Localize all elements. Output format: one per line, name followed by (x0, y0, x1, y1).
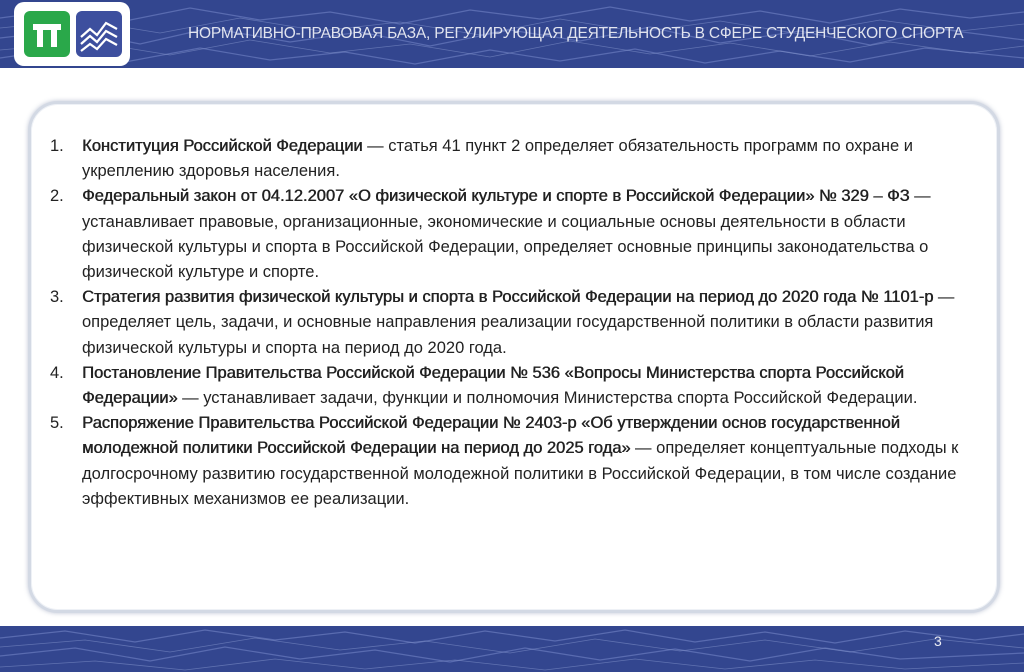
item-number: 2. (50, 187, 64, 206)
item-number: 4. (50, 363, 64, 382)
blue-growth-chart-logo-icon (76, 11, 122, 57)
list-item (50, 184, 960, 285)
list-item (50, 134, 960, 184)
document-title: Конституция Российской Федерации (82, 137, 363, 155)
document-description: —устанавливает правовые, организационные, экономические и социальные основы деятельности в области физической культуры и спорта в Российской Федерации, определяет основные принципы законодательства о физической культуре и спорте. (82, 187, 931, 282)
wave-pattern-decoration (0, 626, 1024, 672)
logo-container (14, 2, 130, 66)
list-item (50, 411, 960, 512)
page-number: 3 (934, 633, 942, 649)
document-description: — статья 41 пункт 2 определяет обязательность программ по охране и укреплению здоровья населения. (82, 137, 913, 181)
documents-list (50, 134, 960, 512)
header-title: НОРМАТИВНО-ПРАВОВАЯ БАЗА, РЕГУЛИРУЮЩАЯ ДЕЯТЕЛЬНОСТЬ В СФЕРЕ СТУДЕНЧЕСКОГО СПОРТА (188, 25, 964, 42)
footer-band (0, 626, 1024, 672)
document-title: Постановление Правительства Российской Федерации № 536 «Вопросы Министерства спорта Российской Федерации» (82, 363, 904, 408)
document-description: — определяет концептуальные подходы к долгосрочному развитию государственной молодежной политики в Российской Федерации, в том числе создание эффективных механизмов ее реализации. (82, 439, 959, 508)
item-number: 5. (50, 414, 64, 433)
green-pi-logo-icon (24, 11, 70, 57)
list-item (50, 361, 960, 411)
document-title: Федеральный закон от 04.12.2007 «О физической культуре и спорте в Российской Федерации» № 329 – ФЗ (82, 187, 910, 206)
document-description: — определяет цель, задачи, и основные направления реализации государственной политики в области развития физической культуры и спорта на период до 2020 года. (82, 288, 955, 357)
document-description: — устанавливает задачи, функции и полномочия Министерства спорта Российской Федерации. (177, 389, 918, 408)
item-number: 3. (50, 288, 64, 307)
document-title: Распоряжение Правительства Российской Федерации № 2403-р «Об утверждении основ государственной молодежной политики Российской Федерации на период до 2025 года» (82, 414, 900, 458)
header-band (0, 0, 1024, 68)
item-number: 1. (50, 137, 64, 155)
document-title: Стратегия развития физической культуры и спорта в Российской Федерации на период до 2020 года № 1101-р (82, 288, 934, 307)
list-item (50, 285, 960, 361)
